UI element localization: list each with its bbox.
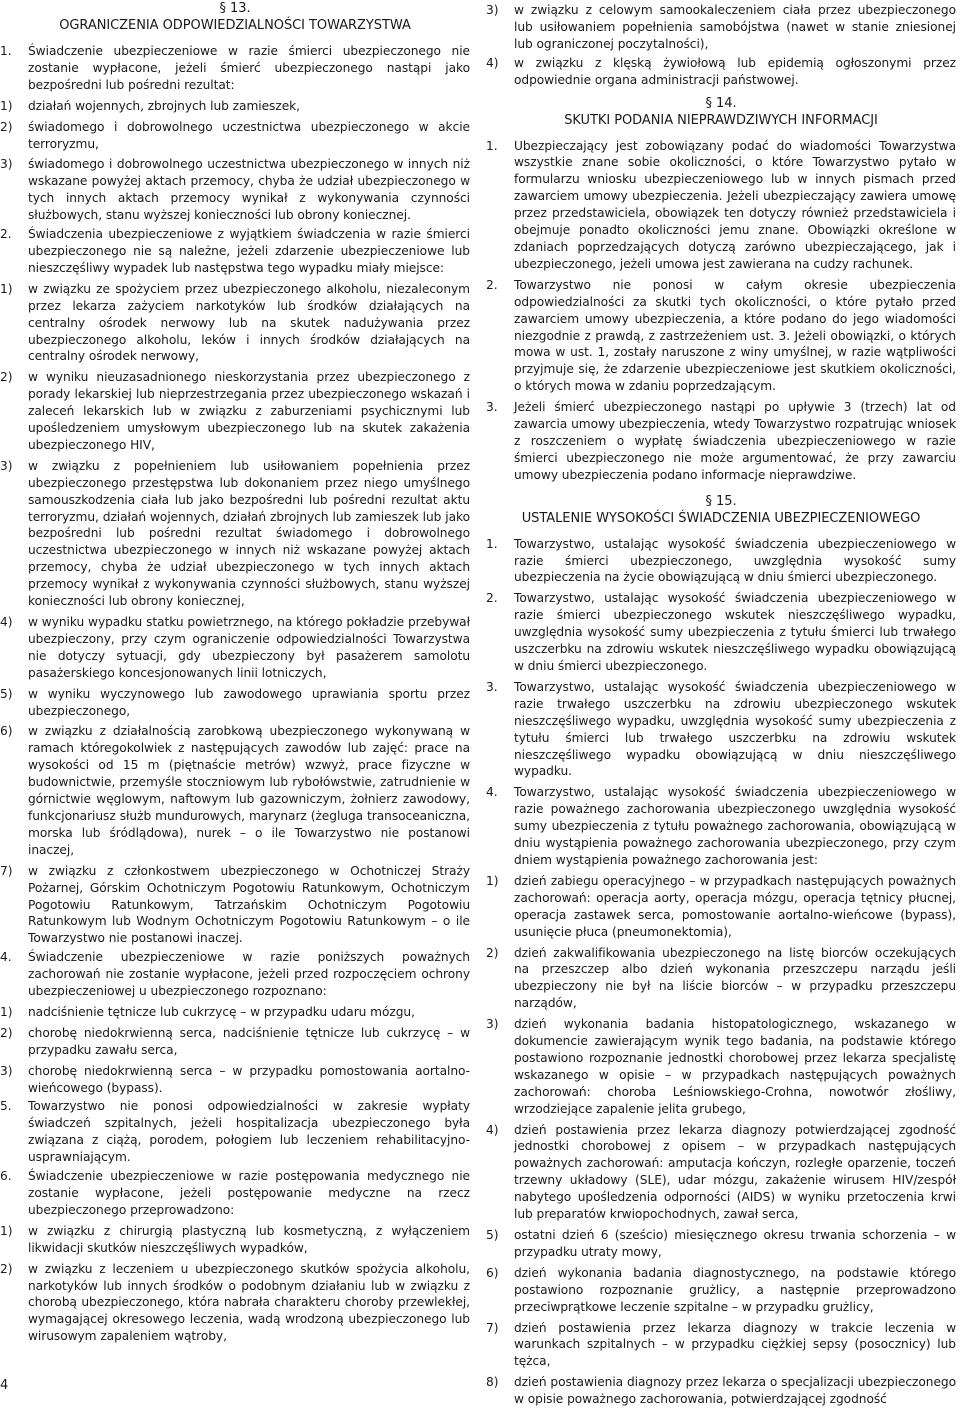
section-title: USTALENIE WYSOKOŚCI ŚWIADCZENIA UBEZPIECZENIOWEGO [521,510,921,526]
section-13-heading [0,0,470,34]
subitem-text: w związku z leczeniem u ubezpieczonego skutków spożycia alkoholu, narkotyków lub innych środków o podobnym działaniu lub w związku z chorobą ubezpieczonego, która nabrała charakteru choroby przewlekłej, wymagającej okresowego leczenia, wadą wrodzoną ubezpieczonego lub wirusowym zapaleniem wątroby, [28,1261,470,1344]
item-text: Towarzystwo, ustalając wysokość świadczenia ubezpieczeniowego w razie poważnego zachorowania ubezpieczonego uwzględnia wysokość sumy ubezpieczenia z tytułu poważnego zachorowania, obowiązującą w dniu wystąpienia poważnego zachorowania ubezpieczonego, przy czym dniem wystąpienia poważnego zachorowania jest: [514,785,956,867]
item-number: 1. [0,44,12,58]
subitem-number: 4) [0,615,13,629]
subitem-text: w wyniku wyczynowego lub zawodowego uprawiania sportu przez ubezpieczonego, [28,686,470,718]
subitem-number: 3) [486,1017,499,1032]
subitem-text: w związku z działalnością zarobkową ubezpieczonego wykonywaną w ramach któregokolwiek z następujących zawodów lub zajęć: prace na wysokości od 15 m (piętnaście metrów) wzwyż, prace fizyczne w budownictwie, przemyśle stoczniowym lub rybołówstwie, zatrudnienie w górnictwie węglowym, naftowym lub gazowniczym, żołnierz zawodowy, funkcjonariusz służb mundurowych, marynarz (żegluga transoceaniczna, morska lub śródlądowa), nurek – o ile Towarzystwo nie postanowi inaczej, [28,724,470,857]
subitem-text: w związku ze spożyciem przez ubezpieczonego alkoholu, niezaleconym przez lekarza zażyciem narkotyków lub środków działających na centralny ośrodek nerwowy lub na skutek nadużywania przez ubezpieczonego alkoholu, leków i innych środków działających na centralny ośrodek nerwowy, [28,281,470,364]
list-subitem [0,614,470,682]
left-column [0,0,470,1345]
subitem-number: 4) [486,55,499,70]
subitem-number: 2) [0,119,13,134]
section-title: OGRANICZENIA ODPOWIEDZIALNOŚCI TOWARZYSTWA [59,18,411,33]
item-text: Towarzystwo nie ponosi odpowiedzialności w zakresie wypłaty świadczeń szpitalnych, jeżeli hospitalizacja ubezpieczonego była związana z ciążą, porodem, połogiem lub leczeniem rehabilitacyjno-usprawniającym. [28,1099,470,1165]
list-subitem [486,1122,956,1223]
subitem-number: 5) [486,1228,499,1242]
subitem-number: 3) [0,1063,13,1078]
item-text: Jeżeli śmierć ubezpieczonego nastąpi po upływie 3 (trzech) lat od zawarcia umowy ubezpieczenia, wtedy Towarzystwo rozpatrując wniosek z roszczeniem o wypłatę świadczenia ubezpieczeniowego w razie śmierci ubezpieczonego nie może argumentować, że przy zawarciu umowy ubezpieczenia podano informacje nieprawdziwe. [514,400,956,482]
item-text: Świadczenie ubezpieczeniowe w razie poniższych poważnych zachorowań nie zostanie wypłacone, jeżeli przed rozpoczęciem ochrony ubezpieczeniowej u ubezpieczonego rozpoznano: [28,950,470,999]
sublist [0,1223,470,1345]
subitem-number: 2) [486,945,499,960]
section-number: § 14. [705,95,737,111]
subitem-number: 1) [0,1223,13,1238]
subitem-text: dzień zabiegu operacyjnego – w przypadkach następujących poważnych zachorowań: operacja aorty, operacja mózgu, operacja tętnicy płucnej, operacja zastawek serca, pomostowanie aortalno-wieńcowe (bypass), usunięcie płuca (pneumonektomia), [514,873,956,939]
list-subitem [0,1063,470,1097]
list-subitem [0,1004,470,1021]
list-subitem [486,55,956,89]
list-item [0,949,470,1000]
sublist [0,281,470,947]
subitem-text: w wyniku nieuzasadnionego nieskorzystania przez ubezpieczonego z porady lekarskiej lub nieprzestrzegania przez ubezpieczonego wskazań i zaleceń lekarskich lub w związku z zaburzeniami psychicznymi lub upośledzeniem umysłowym ubezpieczonego lub na skutek zakażenia ubezpieczonego HIV, [28,370,470,452]
item-text: Towarzystwo, ustalając wysokość świadczenia ubezpieczeniowego w razie śmierci ubezpieczonego, uwzględnia wysokość sumy ubezpieczenia na życie obowiązującą w dniu śmierci ubezpieczonego. [514,536,956,585]
subitem-text: świadomego i dobrowolnego uczestnictwa ubezpieczonego w innych niż wskazane powyżej aktach przemocy, chyba że udział ubezpieczonego w tych innych aktach przemocy wynikał z wykonywania czynności służbowych, stanu wyższej konieczności lub obrony koniecznej. [28,157,470,223]
list-subitem [486,873,956,941]
item-text: Ubezpieczający jest zobowiązany podać do wiadomości Towarzystwa wszystkie znane sobie okoliczności, o które Towarzystwo pytało w formularzu wniosku ubezpieczeniowego lub w innych pismach przed zawarciem umowy ubezpieczenia. Jeżeli ubezpieczający zawiera umowę przez przedstawiciela, obowiązek ten dotyczy również przedstawiciela i obejmuje ponadto okoliczności jemu znane. Obowiązki określone w zdaniach poprzedzających dotyczą zarówno ubezpieczającego, jak i ubezpieczonego, jeżeli umowa jest zawierana na cudzy rachunek. [514,138,956,271]
subitem-number: 6) [0,724,13,739]
subitem-number: 8) [486,1375,499,1390]
subitem-number: 5) [0,686,13,701]
item-text: Towarzystwo nie ponosi w całym okresie ubezpieczenia odpowiedzialności za skutki tych okoliczności, o które pytało przed zawarciem umowy ubezpieczenia, a które podano do jego wiadomości niezgodnie z prawdą, z zastrzeżeniem ust. 3. Jeżeli obowiązki, o których mowa w ust. 1, zostały naruszone z winy umyślnej, w razie wątpliwości przyjmuje się, że zdarzenie ubezpieczeniowe jest skutkiem okoliczności, o których mowa w zdaniu poprzedzającym. [514,277,956,394]
subitem-number: 3) [0,157,13,172]
item-number: 6. [0,1169,12,1184]
subitem-text: w związku z chirurgią plastyczną lub kosmetyczną, z wyłączeniem likwidacji skutków nieszczęśliwych wypadków, [28,1223,470,1255]
list-item [486,590,956,675]
section-14-items [486,138,956,484]
item-number: 1. [486,138,498,153]
subitem-number: 2) [0,1025,13,1040]
list-item [0,226,470,277]
item-text: Towarzystwo, ustalając wysokość świadczenia ubezpieczeniowego w razie trwałego uszczerbku na zdrowiu ubezpieczonego wskutek nieszczęśliwego wypadku, uwzględnia wysokość sumy ubezpieczenia z tytułu śmierci lub trwałego uszczerbku na zdrowiu wskutek nieszczęśliwego wypadku obowiązującą w dniu nieszczęśliwego wypadku. [514,679,956,779]
subitem-number: 3) [0,458,13,473]
subitem-text: działań wojennych, zbrojnych lub zamieszek, [28,98,300,113]
subitem-text: w wyniku wypadku statku powietrznego, na którego pokładzie przebywał ubezpieczony, przy czym ograniczenie odpowiedzialności Towarzystwa nie dotyczy sytuacji, gdy ubezpieczony był pasażerem samolotu pasażerskiego koncesjonowanych linii lotniczych, [28,615,470,680]
list-item [486,138,956,273]
list-item [486,277,956,395]
subitem-text: ostatni dzień 6 (sześcio) miesięcznego okresu trwania schorzenia – w przypadku utraty mowy, [514,1228,956,1259]
item-number: 2. [0,227,12,242]
subitem-number: 1) [0,98,13,113]
subitem-text: w związku z celowym samookaleczeniem ciała przez ubezpieczonego lub usiłowaniem popełnienia samobójstwa (nawet w stanie zniesionej lub ograniczonej poczytalności), [514,3,956,51]
item-number: 4. [0,950,12,965]
list-subitem [486,945,956,1013]
section-15-heading [486,493,956,527]
list-subitem [0,1025,470,1059]
list-subitem [486,1320,956,1371]
list-subitem [0,98,470,115]
list-subitem [0,686,470,720]
item-number: 4. [486,785,498,800]
subitem-text: dzień postawienia przez lekarza diagnozy potwierdzającej zgodność jednostki chorobowej z opisem – w przypadkach następujących poważnych zachorowań: amputacja kończyn, rozległe oparzenie, toczeń trzewny układowy (SLE), udar mózgu, zakażenie wirusem HIV/zespół nabytego upośledzenia odporności (AIDS) w wyniku przetoczenia krwi lub preparatów krwiopochodnych, zawał serca, [514,1122,956,1222]
subitem-text: chorobę niedokrwienną serca, nadciśnienie tętnicze lub cukrzycę – w przypadku zawału serca, [28,1025,470,1057]
sublist [486,873,956,1408]
subitem-number: 4) [486,1122,499,1137]
subitem-text: świadomego i dobrowolnego uczestnictwa ubezpieczonego w akcie terroryzmu, [28,119,470,151]
list-subitem [0,458,470,610]
list-subitem [486,2,956,53]
subitem-number: 1) [0,281,13,296]
list-item [0,1098,470,1166]
list-subitem [0,723,470,858]
list-item [0,43,470,94]
section-15-items [486,536,956,1408]
list-subitem [486,1374,956,1408]
subitem-text: dzień postawienia diagnozy przez lekarza o specjalizacji ubezpieczonego w opisie poważnego zachorowania, potwierdzającej zgodność [514,1375,956,1407]
list-subitem [0,369,470,454]
list-subitem [486,1016,956,1117]
list-item [486,784,956,869]
list-subitem [486,1265,956,1316]
list-subitem [0,119,470,153]
subitem-number: 7) [486,1320,499,1335]
subitem-number: 7) [0,863,13,878]
subitem-text: dzień postawienia przez lekarza diagnozy w trakcie leczenia w warunkach szpitalnych – w przypadku ciężkiej sepsy (posocznicy) lub tężca, [514,1320,956,1369]
list-subitem [0,281,470,366]
subitem-number: 1) [0,1004,13,1019]
section-number: § 13. [219,1,251,16]
item-number: 5. [0,1099,12,1114]
list-subitem [0,863,470,948]
subitem-text: dzień wykonania badania histopatologicznego, wskazanego w dokumencie zawierającym wynik tego badania, na podstawie którego postawiono rozpoznanie jednostki chorobowej przez lekarza specjalistę wskazanego w opisie – w przypadkach następujących poważnych zachorowań: choroba Leśniowskiego-Crohna, nowotwór złośliwy, wrzodziejące zapalenie jelita grubego, [514,1017,956,1116]
item-number: 1. [486,536,498,551]
right-column [486,0,956,1408]
subitem-number: 2) [0,370,13,385]
list-item [486,399,956,484]
page-number: 4 [0,1378,9,1393]
list-item [486,679,956,780]
list-subitem [486,1227,956,1261]
item-text: Świadczenia ubezpieczeniowe z wyjątkiem świadczenia w razie śmierci ubezpieczonego nie są należne, jeżeli zdarzenie ubezpieczeniowe lub nieszczęśliwy wypadek lub następstwa tego wypadku miały miejsce: [28,227,470,275]
subitem-text: dzień wykonania badania diagnostycznego, na podstawie którego postawiono rozpoznanie grużlicy, a następnie przeprowadzono przeciwprątkowe leczenie szpitalne – w przypadku grużlicy, [514,1265,956,1314]
section-title: SKUTKI PODANIA NIEPRAWDZIWYCH INFORMACJI [564,112,878,128]
section-14-heading [486,95,956,129]
item-text: Towarzystwo, ustalając wysokość świadczenia ubezpieczeniowego w razie śmierci ubezpieczonego wskutek nieszczęśliwego wypadku, uwzględnia wysokość sumy ubezpieczenia z tytułu śmierci lub trwałego uszczerbku na zdrowiu wskutek nieszczęśliwego wypadku obowiązującą w dniu śmierci ubezpieczonego. [514,591,956,673]
subitem-text: w związku z popełnieniem lub usiłowaniem popełnienia przez ubezpieczonego przestępstwa lub dokonaniem przez niego umyślnego samouszkodzenia ciała lub jako bezpośredni lub pośredni rezultat aktu terroryzmu, działań wojennych, działań zbrojnych lub zamieszek lub jako bezpośredni lub pośredni rezultat świadomego i dobrowolnego uczestnictwa ubezpieczonego w innych niż wskazane powyżej aktach przemocy, chyba że udział ubezpieczonego w tych innych aktach przemocy wynikał z wykonywania czynności służbowych, stanu wyższej konieczności lub obrony koniecznej, [28,458,470,609]
subitem-text: w związku z klęską żywiołową lub epidemią ogłoszonymi przez odpowiednie organa administracji państwowej. [514,55,956,87]
subitem-number: 1) [486,873,499,888]
item-number: 3. [486,679,498,694]
subitem-text: nadciśnienie tętnicze lub cukrzycę – w przypadku udaru mózgu, [28,1004,415,1019]
subitem-number: 3) [486,3,499,17]
item-text: Świadczenie ubezpieczeniowe w razie śmierci ubezpieczonego nie zostanie wypłacone, jeżeli śmierć ubezpieczonego nastąpi jako bezpośredni lub pośredni rezultat: [28,44,470,92]
section-number: § 15. [705,493,737,509]
subitem-text: dzień zakwalifikowania ubezpieczonego na listę biorców oczekujących na przeszczep albo dzień wykonania przeszczepu narządu jeśli ubezpieczony nie był na liście biorców – w przypadku przeszczepu narządów, [514,945,956,1011]
item-number: 2. [486,277,498,292]
list-item [486,536,956,587]
subitem-text: chorobę niedokrwienną serca – w przypadku pomostowania aortalno-wieńcowego (bypass). [28,1063,470,1095]
list-subitem [0,156,470,224]
section-13-items [0,43,470,1345]
list-subitem [0,1223,470,1257]
subitem-number: 2) [0,1261,13,1276]
continued-list [486,2,956,89]
list-item [0,1168,470,1219]
subitem-text: w związku z członkostwem ubezpieczonego w Ochotniczej Straży Pożarnej, Górskim Ochotniczym Pogotowiu Ratunkowym, Ochotniczym Pogotowiu Ratunkowym, Tatrzańskim Ochotniczym Pogotowiu Ratunkowym lub Wodnym Ochotniczym Pogotowiu Ratunkowym – o ile Towarzystwo nie postanowi inaczej. [28,863,470,946]
item-number: 2. [486,591,498,606]
sublist [0,98,470,224]
item-text: Świadczenie ubezpieczeniowe w razie postępowania medycznego nie zostanie wypłacone, jeżeli postępowanie medyczne na rzecz ubezpieczonego przeprowadzono: [28,1169,470,1217]
subitem-number: 6) [486,1265,499,1280]
list-subitem [0,1261,470,1346]
item-number: 3. [486,400,498,415]
sublist [0,1004,470,1097]
